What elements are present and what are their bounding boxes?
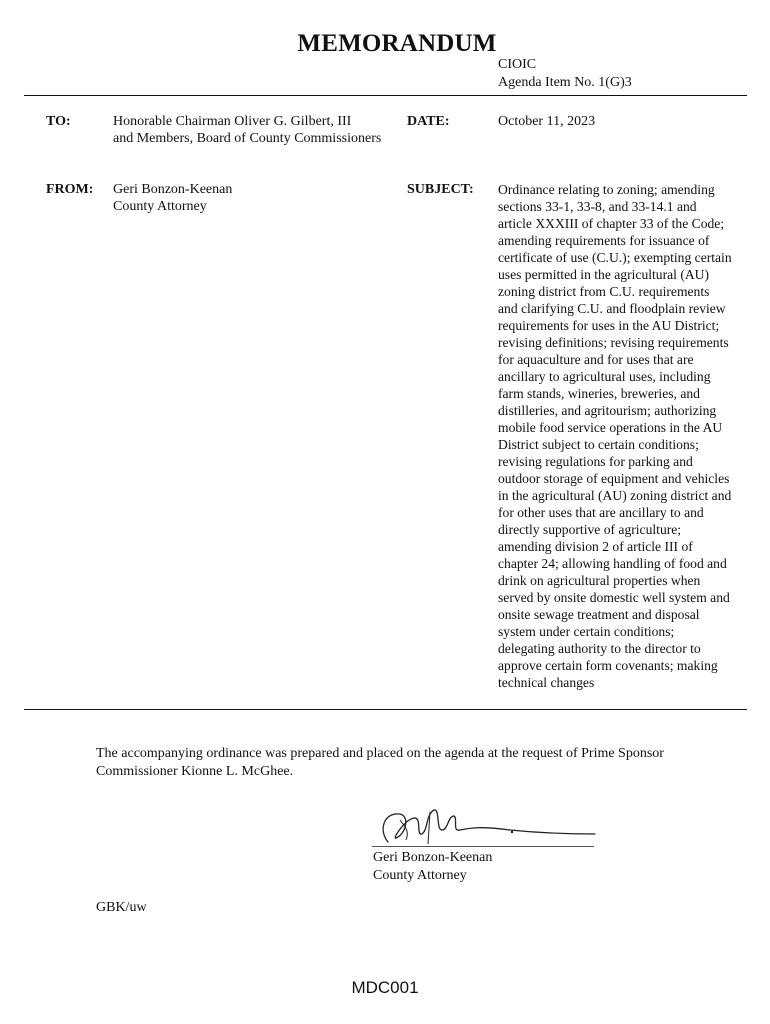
- subject-line: system under certain conditions;: [498, 624, 675, 639]
- subject-line: zoning district from C.U. requirements: [498, 284, 710, 299]
- subject-line: for other uses that are ancillary to and: [498, 505, 704, 520]
- signer-name: Geri Bonzon-Keenan: [373, 850, 493, 865]
- subject-line: served by onsite domestic well system and: [498, 590, 730, 605]
- subject-line: delegating authority to the director to: [498, 641, 701, 656]
- to-label: TO:: [46, 114, 71, 129]
- subject-text: [498, 181, 750, 691]
- meta-code: CIOIC: [498, 57, 537, 72]
- subject-line: outdoor storage of equipment and vehicles: [498, 471, 730, 486]
- date-label: DATE:: [407, 114, 450, 129]
- subject-line: in the agricultural (AU) zoning district and: [498, 488, 732, 503]
- handwritten-signature-icon: [370, 800, 600, 850]
- subject-line: distilleries, and agritourism; authorizing: [498, 403, 717, 418]
- subject-line: revising definitions; revising requirements: [498, 335, 729, 350]
- subject-line: article XXXIII of chapter 33 of the Code;: [498, 216, 725, 231]
- subject-line: and clarifying C.U. and floodplain review: [498, 301, 726, 316]
- subject-line: sections 33-1, 33-8, and 33-14.1 and: [498, 199, 697, 214]
- from-label: FROM:: [46, 182, 94, 197]
- agenda-item-number: Agenda Item No. 1(G)3: [498, 75, 632, 90]
- body-paragraph: [96, 745, 746, 781]
- from-sender: [113, 181, 232, 215]
- typist-initials: GBK/uw: [96, 900, 147, 915]
- subject-line: revising regulations for parking and: [498, 454, 693, 469]
- subject-line: directly supportive of agriculture;: [498, 522, 682, 537]
- signature-line: [372, 846, 594, 847]
- subject-line: chapter 24; allowing handling of food and: [498, 556, 727, 571]
- subject-line: drink on agricultural properties when: [498, 573, 701, 588]
- subject-line: approve certain form covenants; making: [498, 658, 718, 673]
- subject-line: farm stands, wineries, breweries, and: [498, 386, 700, 401]
- signature-block: [373, 849, 492, 884]
- subject-line: amending division 2 of article III of: [498, 539, 693, 554]
- subject-rule: [24, 709, 747, 710]
- subject-line: ancillary to agricultural uses, including: [498, 369, 711, 384]
- subject-line: Ordinance relating to zoning; amending: [498, 182, 715, 197]
- subject-line: amending requirements for issuance of: [498, 233, 710, 248]
- subject-label: SUBJECT:: [407, 182, 474, 197]
- subject-line: District subject to certain conditions;: [498, 437, 699, 452]
- agenda-meta: [498, 56, 632, 92]
- body-line-2: Commissioner Kionne L. McGhee.: [96, 764, 294, 779]
- page-footer-code: MDC001: [351, 978, 419, 997]
- to-recipient: [113, 113, 381, 147]
- from-line-1: Geri Bonzon-Keenan: [113, 182, 233, 197]
- date-value: October 11, 2023: [498, 114, 596, 129]
- subject-line: uses permitted in the agricultural (AU): [498, 267, 710, 282]
- subject-line: onsite sewage treatment and disposal: [498, 607, 700, 622]
- subject-line: mobile food service operations in the AU: [498, 420, 723, 435]
- body-line-1: The accompanying ordinance was prepared and placed on the agenda at the request of Prime Sponsor: [96, 746, 664, 761]
- subject-line: certificate of use (C.U.); exempting certain: [498, 250, 732, 265]
- signer-title: County Attorney: [373, 867, 467, 883]
- to-line-2: and Members, Board of County Commissioners: [113, 131, 382, 146]
- to-line-1: Honorable Chairman Oliver G. Gilbert, III: [113, 114, 352, 129]
- header-rule: [24, 95, 747, 96]
- subject-line: requirements for uses in the AU District;: [498, 318, 720, 333]
- memo-title: MEMORANDUM: [297, 30, 497, 57]
- from-line-2: County Attorney: [113, 199, 207, 214]
- subject-line: for aquaculture and for uses that are: [498, 352, 694, 367]
- subject-line: technical changes: [498, 675, 595, 690]
